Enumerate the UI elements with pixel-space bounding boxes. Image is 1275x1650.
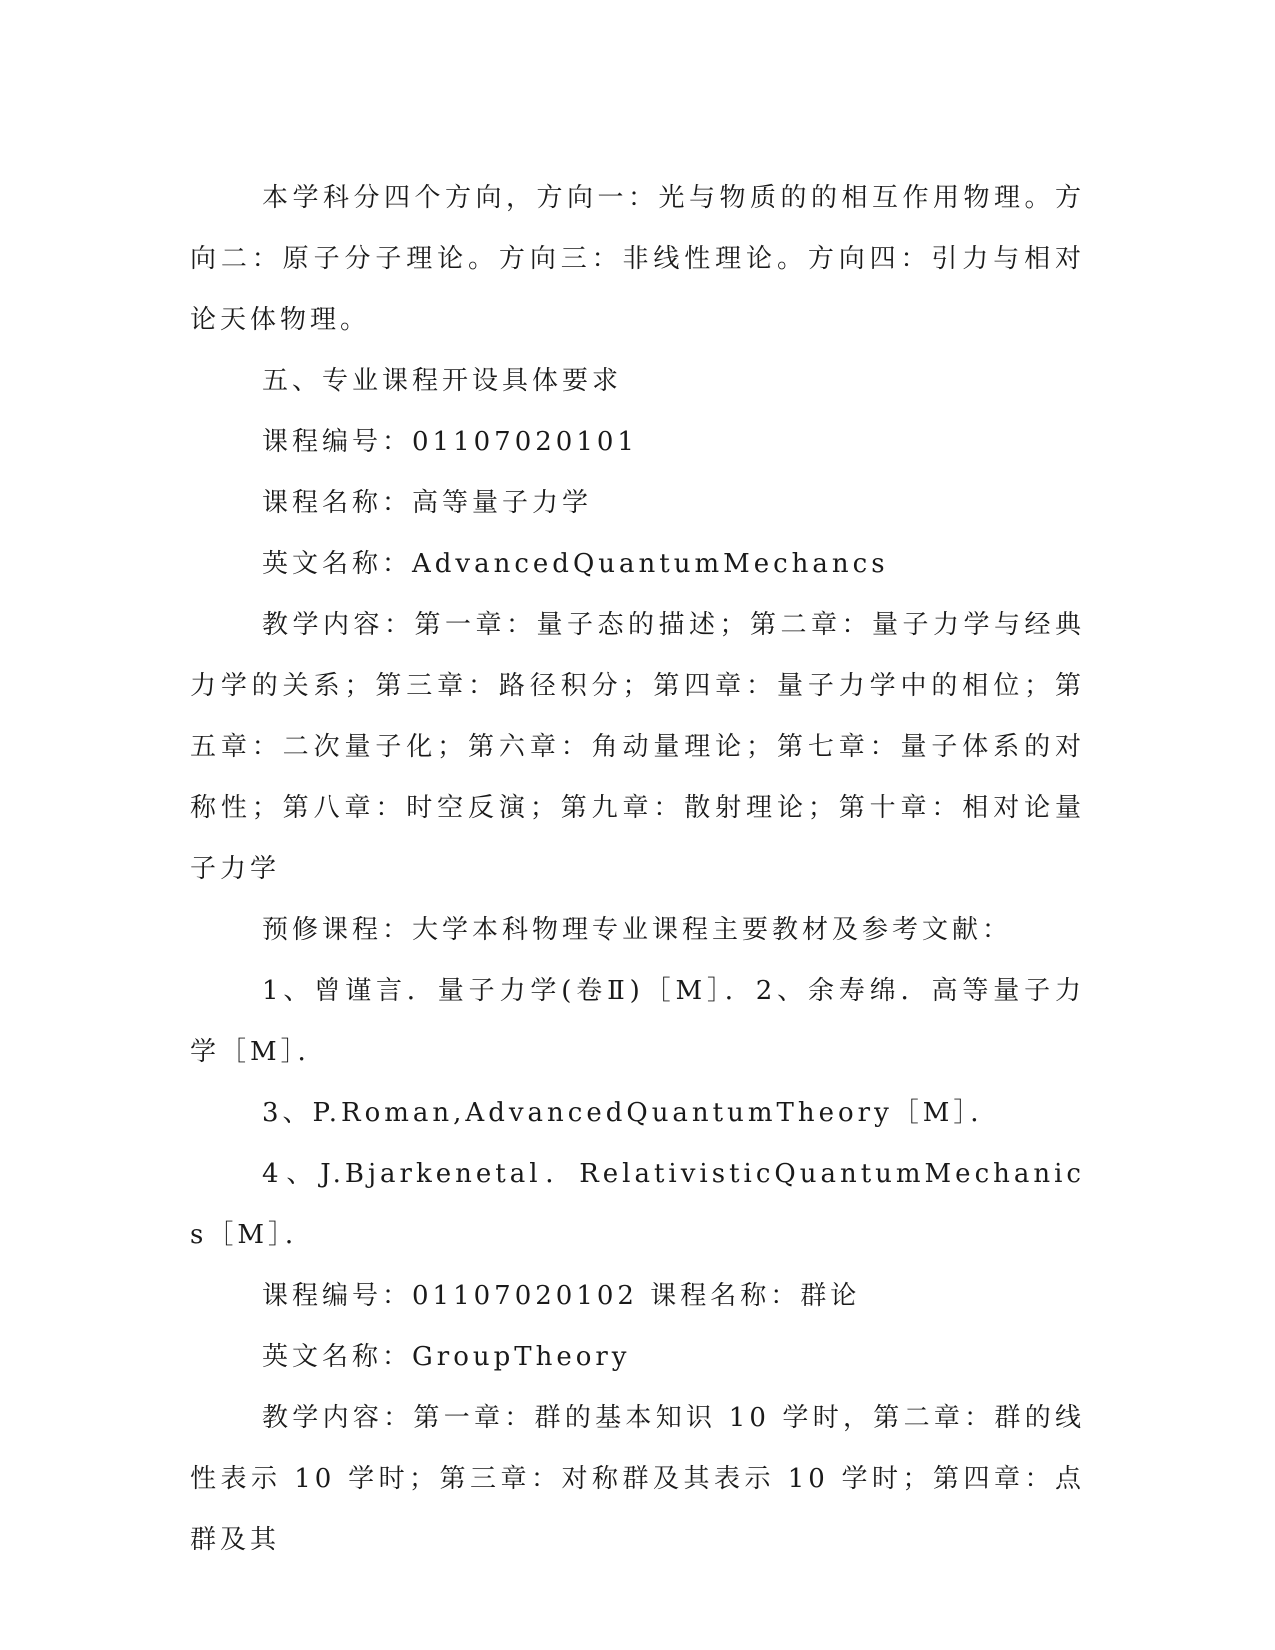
paragraph-directions: 本学科分四个方向，方向一：光与物质的的相互作用物理。方向二：原子分子理论。方向三：非线性理论。方向四：引力与相对论天体物理。 <box>190 183 1085 335</box>
course-number-name-2: 课程编号：01107020102 课程名称：群论 <box>262 1281 861 1311</box>
document-body <box>190 168 1085 1571</box>
teaching-content-2: 教学内容：第一章：群的基本知识 10 学时，第二章：群的线性表示 10 学时；第三章：对称群及其表示 10 学时；第四章：点群及其 <box>190 1403 1085 1555</box>
reference-3: 3、P.Roman,AdvancedQuantumTheory［M］． <box>262 1098 1001 1128</box>
english-name-1: 英文名称：AdvancedQuantumMechancs <box>262 549 889 579</box>
course-name-1: 课程名称：高等量子力学 <box>262 488 593 518</box>
english-name-2: 英文名称：GroupTheory <box>262 1342 631 1372</box>
course-number-1: 课程编号：01107020101 <box>262 427 638 457</box>
reference-1-2: 1、曾谨言．量子力学(卷Ⅱ)［M］．2、余寿绵．高等量子力学［M］． <box>190 976 1085 1067</box>
prerequisites-1: 预修课程：大学本科物理专业课程主要教材及参考文献： <box>262 915 1013 945</box>
teaching-content-1: 教学内容：第一章：量子态的描述；第二章：量子力学与经典力学的关系；第三章：路径积分；第四章：量子力学中的相位；第五章：二次量子化；第六章：角动量理论；第七章：量子体系的对称性；第八章：时空反演；第九章：散射理论；第十章：相对论量子力学 <box>190 610 1085 884</box>
section-heading-course-requirements: 五、专业课程开设具体要求 <box>262 366 623 396</box>
reference-4: 4、J.Bjarkenetal．RelativisticQuantumMechanics［M］． <box>190 1159 1085 1250</box>
